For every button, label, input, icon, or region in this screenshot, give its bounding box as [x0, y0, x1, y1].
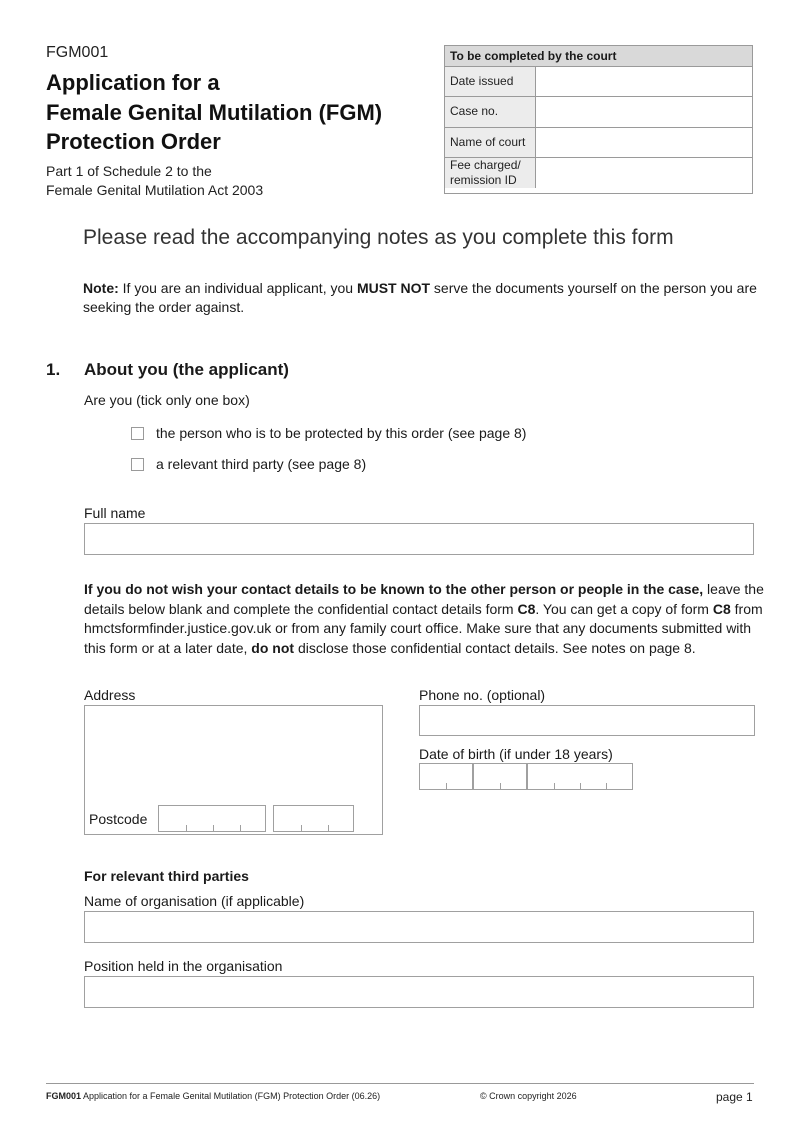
phone-field[interactable] — [419, 705, 755, 736]
dob-month-field[interactable] — [473, 763, 527, 790]
note-text: If you are an individual applicant, you — [118, 280, 357, 296]
footer-divider — [46, 1083, 754, 1084]
form-c8-ref: C8 — [517, 600, 536, 617]
court-label-line: remission ID — [450, 173, 517, 188]
notice-text: leave the details below blank and complete the confidential contact details form — [84, 581, 764, 617]
page-title — [46, 68, 382, 157]
position-label: Position held in the organisation — [84, 958, 283, 974]
organisation-field[interactable] — [84, 911, 754, 943]
title-line: Application for a — [46, 70, 220, 95]
do-not-emphasis: do not — [251, 639, 295, 656]
court-box-heading: To be completed by the court — [445, 46, 752, 67]
applicant-type-question: Are you (tick only one box) — [84, 392, 250, 408]
court-label: Date issued — [445, 67, 536, 96]
organisation-label: Name of organisation (if applicable) — [84, 893, 305, 909]
form-c8-ref: C8 — [712, 600, 731, 617]
section-title: About you (the applicant) — [84, 360, 289, 379]
full-name-label: Full name — [84, 505, 146, 521]
address-label: Address — [84, 687, 136, 703]
court-row-fee — [445, 158, 752, 188]
footer-form-title — [46, 1091, 380, 1101]
title-line: Protection Order — [46, 129, 221, 154]
full-name-field[interactable] — [84, 523, 754, 555]
position-field[interactable] — [84, 976, 754, 1008]
footer-text: Application for a Female Genital Mutilation (FGM) Protection Order (06.26) — [81, 1091, 381, 1101]
note-text: serve the documents yourself on the person you are seeking the order against. — [83, 280, 757, 315]
postcode-label: Postcode — [89, 811, 148, 827]
instructions-heading: Please read the accompanying notes as you complete this form — [83, 226, 674, 249]
note-emphasis: MUST NOT — [356, 280, 431, 296]
court-use-box — [444, 45, 753, 194]
note-prefix: Note: — [83, 280, 119, 296]
notice-bold-lead: If you do not wish your contact details to be known to the other person or people in the case, — [84, 581, 704, 597]
third-parties-heading: For relevant third parties — [84, 868, 249, 884]
option-label: the person who is to be protected by this order (see page 8) — [156, 425, 527, 441]
confidential-contact-notice — [84, 580, 764, 658]
postcode-part2-field[interactable] — [273, 805, 354, 832]
dob-year-field[interactable] — [527, 763, 633, 790]
third-party-checkbox[interactable] — [131, 458, 144, 471]
date-issued-field[interactable] — [536, 67, 752, 96]
subtitle-line: Part 1 of Schedule 2 to the — [46, 163, 212, 179]
dob-day-field[interactable] — [419, 763, 473, 790]
notice-text: disclose those confidential contact details. See notes on page 8. — [294, 639, 696, 656]
protected-person-checkbox[interactable] — [131, 427, 144, 440]
dob-label: Date of birth (if under 18 years) — [419, 746, 613, 762]
postcode-part1-field[interactable] — [158, 805, 266, 832]
fee-remission-field[interactable] — [536, 158, 752, 188]
court-row-name-of-court — [445, 128, 752, 158]
name-of-court-field[interactable] — [536, 128, 752, 157]
option-label: a relevant third party (see page 8) — [156, 456, 367, 472]
footer-form-code: FGM001 — [46, 1091, 82, 1101]
page-subtitle — [46, 162, 263, 200]
court-label — [445, 158, 536, 188]
option-third-party[interactable] — [131, 456, 366, 472]
phone-label: Phone no. (optional) — [419, 687, 546, 703]
title-line: Female Genital Mutilation (FGM) — [46, 99, 383, 125]
notice-text: . You can get a copy of form — [535, 600, 713, 617]
court-label-line: Fee charged/ — [450, 158, 521, 173]
notice-text: from hmctsformfinder.justice.gov.uk or from any family court office. Make sure that any documents submitted with this form or at a later date, — [84, 600, 763, 656]
form-code: FGM001 — [46, 44, 109, 61]
court-row-case-no — [445, 97, 752, 127]
subtitle-line: Female Genital Mutilation Act 2003 — [46, 182, 264, 198]
court-label: Case no. — [445, 97, 536, 126]
case-no-field[interactable] — [536, 97, 752, 126]
court-row-date-issued — [445, 67, 752, 97]
footer-copyright: © Crown copyright 2026 — [480, 1091, 577, 1101]
court-label: Name of court — [445, 128, 536, 157]
individual-applicant-note — [83, 279, 763, 317]
page-number: page 1 — [716, 1090, 753, 1104]
option-protected-person[interactable] — [131, 425, 526, 441]
section-number: 1. — [46, 360, 61, 379]
